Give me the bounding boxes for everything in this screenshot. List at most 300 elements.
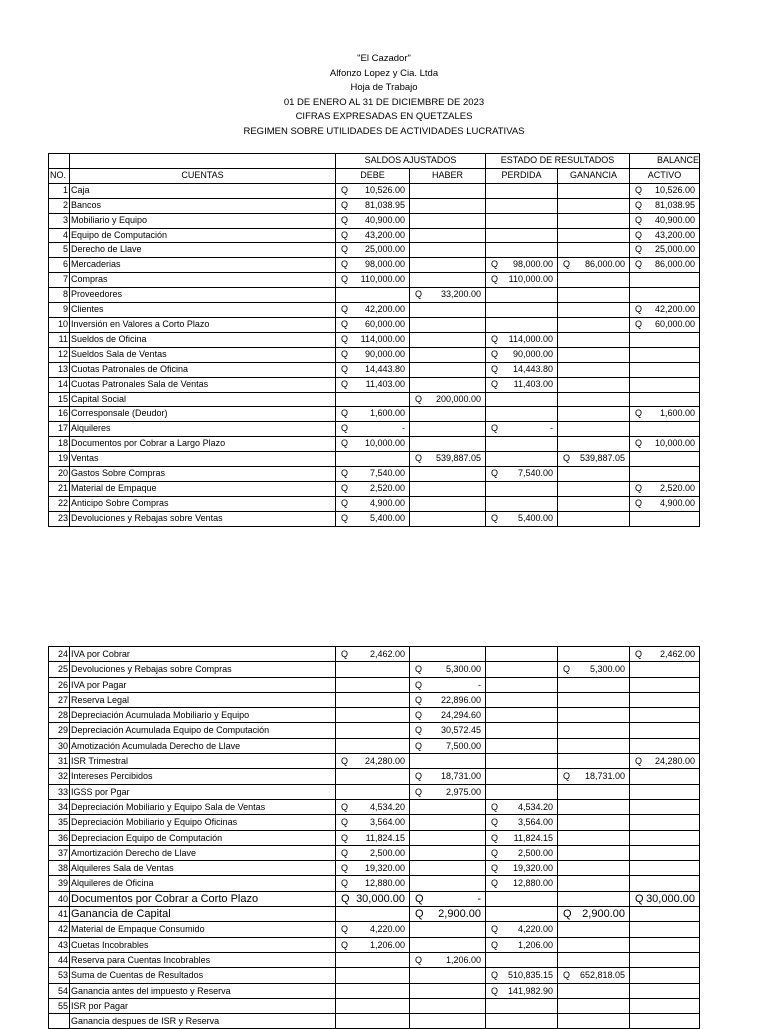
row-number: 20 [49,467,70,482]
debe-cell [336,392,410,407]
ganancia-value: 18,731.00 [584,771,625,782]
currency-symbol: Q [563,259,571,270]
ganancia-cell [558,998,630,1013]
haber-cell [410,303,486,318]
perdida-cell [486,437,558,452]
debe-value: 1,206.00 [369,939,405,950]
debe-value: - [402,423,405,434]
perdida-cell [486,258,558,273]
haber-cell [410,243,486,258]
ganancia-value: 539,887.05 [579,453,625,464]
debe-cell [336,952,410,967]
activo-cell [630,861,700,876]
currency-symbol: Q [415,453,423,464]
table-row [49,362,700,377]
haber-header: HABER [410,168,486,183]
currency-symbol: Q [563,771,571,782]
haber-cell [410,723,486,738]
account-name: Equipo de Computación [70,228,336,243]
debe-cell [336,784,410,799]
activo-value: 43,200.00 [654,229,695,240]
activo-cell [630,243,700,258]
row-number: 8 [49,288,70,303]
currency-symbol: Q [415,892,424,905]
row-number: 11 [49,332,70,347]
table-row [49,303,700,318]
debe-value: 40,900.00 [364,214,405,225]
perdida-cell [486,332,558,347]
haber-value: 200,000.00 [435,393,481,404]
table-row [49,937,700,952]
perdida-cell [486,362,558,377]
account-name: Anticipo Sobre Compras [70,496,336,511]
debe-value: 81,038.95 [364,199,405,210]
currency-symbol: Q [415,694,423,705]
currency-symbol: Q [635,318,643,329]
perdida-cell [486,968,558,983]
haber-cell [410,983,486,998]
ganancia-cell [558,830,630,845]
currency-symbol: Q [415,664,423,675]
table-row [49,922,700,937]
row-number: 15 [49,392,70,407]
table-row [49,511,700,526]
activo-cell [630,692,700,707]
perdida-cell [486,377,558,392]
activo-cell [630,511,700,526]
activo-cell [630,1014,700,1029]
row-number: 6 [49,258,70,273]
row-number: 33 [49,784,70,799]
activo-cell [630,228,700,243]
haber-cell [410,845,486,860]
perdida-cell [486,876,558,891]
ganancia-cell [558,937,630,952]
debe-value: 2,462.00 [369,649,405,659]
table-row [49,377,700,392]
ganancia-cell [558,922,630,937]
activo-cell [630,876,700,891]
perdida-cell [486,198,558,213]
account-name: Depreciación Mobiliario y Equipo Oficinas [70,815,336,830]
row-number: 28 [49,708,70,723]
debe-cell [336,983,410,998]
row-number: 1 [49,183,70,198]
ganancia-cell [558,662,630,677]
haber-value: 18,731.00 [440,771,481,782]
activo-cell [630,362,700,377]
account-name: Cuotas Patronales de Oficina [70,362,336,377]
currency-symbol: Q [635,408,643,419]
row-number: 55 [49,998,70,1013]
table-row [49,845,700,860]
perdida-cell [486,769,558,784]
haber-cell [410,198,486,213]
activo-value: 2,462.00 [659,649,695,659]
ganancia-cell [558,422,630,437]
no-header: NO. [49,168,70,183]
ganancia-cell [558,677,630,692]
currency-symbol: Q [341,363,349,374]
debe-value: 60,000.00 [364,318,405,329]
haber-cell [410,407,486,422]
perdida-value: 90,000.00 [512,348,553,359]
row-number: 40 [49,891,70,906]
table-row [49,738,700,753]
account-name: Mobiliario y Equipo [70,213,336,228]
table-row [49,692,700,707]
haber-cell [410,662,486,677]
haber-value: 2,975.00 [445,786,481,797]
perdida-header: PERDIDA [486,168,558,183]
row-number: 43 [49,937,70,952]
row-number: 34 [49,799,70,814]
currency-symbol: Q [341,924,349,935]
table-row [49,332,700,347]
debe-value: 98,000.00 [364,259,405,270]
account-name: Devoluciones y Rebajas sobre Compras [70,662,336,677]
currency-symbol: Q [491,847,499,858]
perdida-cell [486,511,558,526]
perdida-cell [486,815,558,830]
row-number: 38 [49,861,70,876]
ganancia-cell [558,481,630,496]
currency-symbol: Q [491,863,499,874]
ganancia-cell [558,228,630,243]
account-name: Depreciacion Equipo de Computación [70,830,336,845]
debe-cell [336,243,410,258]
period: 01 DE ENERO AL 31 DE DICIEMBRE DE 2023 [283,96,485,108]
ganancia-cell [558,876,630,891]
currency-symbol: Q [341,229,349,240]
debe-cell [336,708,410,723]
haber-cell [410,511,486,526]
currency-symbol: Q [415,771,423,782]
account-name: Sueldos Sala de Ventas [70,347,336,362]
row-number: 22 [49,496,70,511]
row-number: 39 [49,876,70,891]
row-number: 24 [49,647,70,662]
haber-cell [410,422,486,437]
currency-symbol: Q [341,482,349,493]
table-row [49,347,700,362]
currency-symbol: Q [415,725,423,736]
perdida-cell [486,845,558,860]
currency-symbol: Q [341,244,349,255]
haber-cell [410,288,486,303]
haber-value: 30,572.45 [440,725,481,736]
debe-cell [336,861,410,876]
haber-cell [410,317,486,332]
activo-value: 10,526.00 [654,184,695,195]
account-name: Alquileres [70,422,336,437]
perdida-value: - [550,423,553,434]
haber-cell [410,452,486,467]
activo-header: ACTIVO [630,168,700,183]
debe-value: 1,600.00 [369,408,405,419]
haber-cell [410,183,486,198]
row-number: 27 [49,692,70,707]
activo-cell [630,273,700,288]
debe-cell [336,213,410,228]
ganancia-cell [558,392,630,407]
ganancia-cell [558,452,630,467]
haber-cell [410,708,486,723]
haber-cell [410,647,486,662]
account-name: Intereses Percibidos [70,769,336,784]
perdida-cell [486,392,558,407]
table-row [49,799,700,814]
perdida-value: 7,540.00 [517,468,553,479]
perdida-cell [486,467,558,482]
tax-regime: REGIMEN SOBRE UTILIDADES DE ACTIVIDADES LUCRATIVAS [243,125,525,137]
perdida-value: 510,835.15 [507,970,553,981]
row-number: 3 [49,213,70,228]
currency-symbol: Q [341,468,349,479]
currency-symbol: Q [415,908,424,921]
table-row [49,754,700,769]
currency-symbol: Q [635,304,643,315]
activo-cell [630,937,700,952]
perdida-cell [486,891,558,906]
ganancia-cell [558,243,630,258]
haber-cell [410,467,486,482]
table-row [49,968,700,983]
activo-cell [630,815,700,830]
currency-symbol: Q [491,259,499,270]
row-number: 21 [49,481,70,496]
haber-cell [410,692,486,707]
ganancia-cell [558,332,630,347]
activo-cell [630,317,700,332]
ganancia-cell [558,496,630,511]
table-row [49,876,700,891]
debe-value: 30,000.00 [356,892,405,905]
ganancia-cell [558,407,630,422]
activo-cell [630,723,700,738]
haber-cell [410,799,486,814]
estado-resultados-header: ESTADO DE RESULTADOS [486,154,630,169]
haber-cell [410,754,486,769]
account-name: Reserva para Cuentas Incobrables [70,952,336,967]
ganancia-cell [558,362,630,377]
haber-cell [410,273,486,288]
activo-value: 2,520.00 [659,482,695,493]
row-number: 7 [49,273,70,288]
currency-symbol: Q [635,184,643,195]
table-row [49,496,700,511]
perdida-cell [486,662,558,677]
activo-cell [630,647,700,662]
perdida-cell [486,952,558,967]
activo-value: 4,900.00 [659,497,695,508]
currency-symbol: Q [491,985,499,996]
perdida-cell [486,452,558,467]
haber-cell [410,362,486,377]
activo-cell [630,830,700,845]
perdida-value: 19,320.00 [512,863,553,874]
debe-cell [336,907,410,922]
debe-cell [336,1014,410,1029]
debe-value: 19,320.00 [364,863,405,874]
table-row [49,662,700,677]
activo-value: 24,280.00 [654,756,695,767]
ganancia-cell [558,288,630,303]
haber-cell [410,830,486,845]
perdida-cell [486,723,558,738]
perdida-value: 114,000.00 [508,333,553,344]
debe-cell [336,198,410,213]
table-row [49,998,700,1013]
row-number: 29 [49,723,70,738]
activo-cell [630,891,700,906]
debe-cell [336,891,410,906]
activo-cell [630,258,700,273]
currency-symbol: Q [491,348,499,359]
haber-value: 539,887.05 [435,453,481,464]
table-row [49,213,700,228]
perdida-cell [486,317,558,332]
ganancia-cell [558,511,630,526]
haber-cell [410,861,486,876]
debe-cell [336,830,410,845]
haber-cell [410,228,486,243]
currency-symbol: Q [341,892,350,905]
perdida-value: 11,824.15 [513,832,553,843]
ganancia-cell [558,968,630,983]
perdida-cell [486,288,558,303]
currency-symbol: Q [341,863,349,874]
currency-symbol: Q [341,649,349,659]
debe-value: 2,500.00 [369,847,405,858]
haber-value: 2,900.00 [438,908,481,921]
row-number: 19 [49,452,70,467]
activo-value: 86,000.00 [654,259,695,270]
debe-cell [336,332,410,347]
haber-cell [410,769,486,784]
company-name: "El Cazador" [357,53,411,64]
activo-cell [630,332,700,347]
perdida-cell [486,692,558,707]
ganancia-header: GANANCIA [558,168,630,183]
ganancia-cell [558,907,630,922]
currency-symbol: Q [341,817,349,828]
table-row [49,407,700,422]
perdida-value: 110,000.00 [508,274,553,285]
ganancia-cell [558,258,630,273]
account-name: IGSS por Pgar [70,784,336,799]
debe-cell [336,511,410,526]
ganancia-cell [558,738,630,753]
currency-symbol: Q [341,274,349,285]
debe-value: 5,400.00 [369,512,405,523]
currency-symbol: Q [563,664,571,675]
haber-cell [410,392,486,407]
perdida-cell [486,799,558,814]
account-name: Ganancia antes del impuesto y Reserva [70,983,336,998]
haber-cell [410,922,486,937]
currency-symbol: Q [491,274,499,285]
account-name: Sueldos de Oficina [70,332,336,347]
debe-cell [336,677,410,692]
row-number [49,1014,70,1029]
haber-cell [410,968,486,983]
debe-cell [336,799,410,814]
currency-symbol: Q [491,468,499,479]
currency-symbol: Q [415,954,423,965]
debe-cell [336,845,410,860]
debe-cell [336,922,410,937]
debe-header: DEBE [336,168,410,183]
currency-symbol: Q [491,924,499,935]
account-name: Mercaderias [70,258,336,273]
currency-symbol: Q [341,878,349,889]
account-name: Corresponsale (Deudor) [70,407,336,422]
currency-symbol: Q [491,817,499,828]
ganancia-cell [558,861,630,876]
ganancia-value: 2,900.00 [582,908,625,921]
debe-cell [336,303,410,318]
perdida-cell [486,496,558,511]
activo-value: 81,038.95 [654,199,695,210]
debe-value: 11,824.15 [365,832,405,843]
currency-symbol: Q [415,679,423,690]
row-number: 14 [49,377,70,392]
currency-symbol: Q [635,229,643,240]
account-name: Bancos [70,198,336,213]
debe-value: 42,200.00 [364,304,405,315]
currency-symbol: Q [341,184,349,195]
table-row [49,815,700,830]
row-number: 41 [49,907,70,922]
account-name: IVA por Pagar [70,677,336,692]
debe-cell [336,452,410,467]
rows-page2 [49,647,700,1029]
activo-cell [630,288,700,303]
debe-value: 14,443.80 [364,363,405,374]
debe-value: 4,900.00 [369,497,405,508]
account-name: Alquileres de Oficina [70,876,336,891]
perdida-value: 141,982.90 [507,985,553,996]
account-name: Documentos por Cobrar a Corto Plazo [70,891,336,906]
activo-cell [630,481,700,496]
account-name: IVA por Cobrar [70,647,336,662]
perdida-cell [486,907,558,922]
debe-value: 25,000.00 [364,244,405,255]
ganancia-value: 86,000.00 [584,259,625,270]
ganancia-cell [558,303,630,318]
haber-cell [410,347,486,362]
activo-cell [630,968,700,983]
perdida-cell [486,213,558,228]
table-row [49,647,700,662]
currency-symbol: Q [341,318,349,329]
ganancia-cell [558,983,630,998]
debe-cell [336,362,410,377]
currency-symbol: Q [341,348,349,359]
haber-value: 33,200.00 [440,289,481,300]
currency-symbol: Q [563,970,571,981]
header-row-2 [49,168,700,183]
perdida-cell [486,228,558,243]
ganancia-cell [558,891,630,906]
ganancia-cell [558,467,630,482]
haber-cell [410,952,486,967]
account-name: Cuetas Incobrables [70,937,336,952]
activo-cell [630,754,700,769]
row-number: 42 [49,922,70,937]
currency-symbol: Q [415,740,423,751]
